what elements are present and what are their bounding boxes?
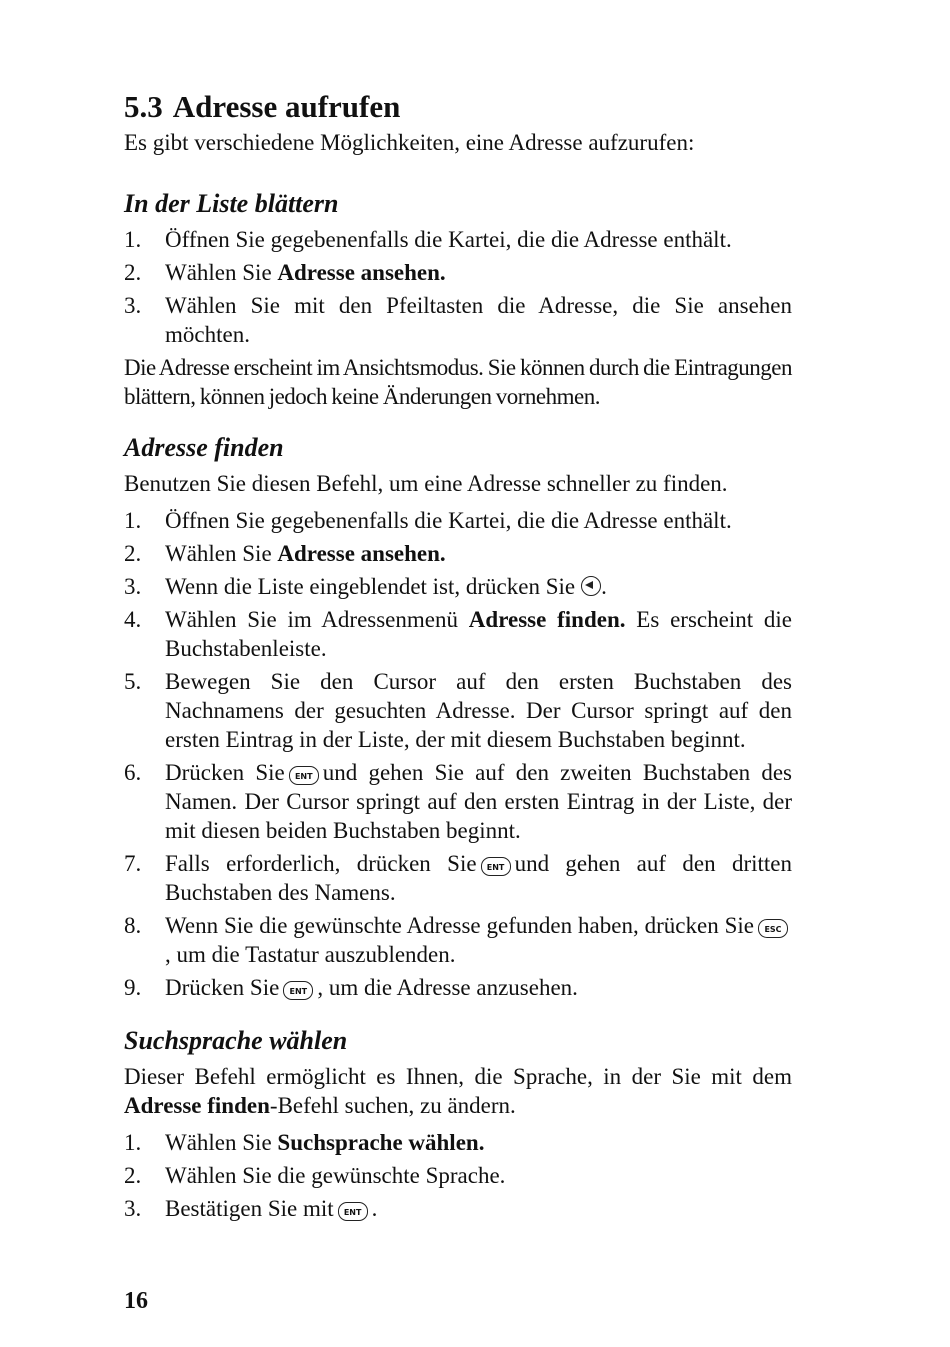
left-arrow-circle-icon bbox=[581, 576, 601, 596]
step-text-pre: Drücken Sie bbox=[165, 760, 285, 785]
enter-key-icon: ENT bbox=[283, 981, 313, 1000]
step-text: Wählen Sie mit den Pfeiltasten die Adresse, die Sie ansehen möchten. bbox=[165, 293, 792, 347]
intro-text-post: -Befehl suchen, zu ändern. bbox=[269, 1093, 516, 1118]
command-name: Adresse finden bbox=[124, 1093, 270, 1118]
steps-language bbox=[124, 1128, 792, 1223]
find-intro: Benutzen Sie diesen Befehl, um eine Adresse schneller zu finden. bbox=[124, 471, 728, 496]
step-text-pre: Bestätigen Sie mit bbox=[165, 1196, 334, 1221]
list-item bbox=[124, 667, 792, 754]
list-item bbox=[124, 605, 792, 663]
step-text-pre: Wählen Sie im Adressenmenü bbox=[165, 607, 469, 632]
step-text bbox=[165, 849, 792, 907]
step-text bbox=[165, 911, 792, 969]
browse-note: Die Adresse erscheint im Ansichtsmodus. Sie können durch die Eintragungen blättern, können jedoch keine Änderungen vornehmen. bbox=[124, 355, 792, 409]
command-name: Suchsprache wählen. bbox=[277, 1130, 485, 1155]
enter-key-icon: ENT bbox=[289, 766, 319, 785]
step-number: 5. bbox=[124, 669, 142, 694]
command-name: Adresse ansehen. bbox=[277, 541, 446, 566]
step-number: 1. bbox=[124, 508, 142, 533]
step-text-pre: Wählen Sie bbox=[165, 260, 278, 285]
step-number: 6. bbox=[124, 760, 142, 785]
enter-key-icon: ENT bbox=[338, 1202, 368, 1221]
step-number: 1. bbox=[124, 227, 142, 252]
step-number: 4. bbox=[124, 607, 142, 632]
step-text-pre: Falls erforderlich, drücken Sie bbox=[165, 851, 477, 876]
step-number: 7. bbox=[124, 851, 142, 876]
step-text bbox=[165, 973, 792, 1002]
step-number: 1. bbox=[124, 1130, 142, 1155]
step-number: 3. bbox=[124, 1196, 142, 1221]
step-text-post: und gehen Sie auf den zweiten Buchstaben des Namen. Der Cursor springt auf den ersten Eintrag in der Liste, der mit diesen beiden Buchstaben beginnt. bbox=[165, 760, 792, 843]
list-item bbox=[124, 225, 792, 254]
enter-key-icon: ENT bbox=[481, 857, 511, 876]
step-text-post: , um die Tastatur auszublenden. bbox=[165, 942, 456, 967]
step-text: Öffnen Sie gegebenenfalls die Kartei, die die Adresse enthält. bbox=[165, 227, 732, 252]
step-text bbox=[165, 1194, 792, 1223]
step-text bbox=[165, 572, 792, 601]
section-title-language: Suchsprache wählen bbox=[124, 1026, 348, 1055]
section-title-find: Adresse finden bbox=[124, 433, 284, 462]
list-item bbox=[124, 506, 792, 535]
page-content bbox=[124, 86, 792, 1227]
list-item bbox=[124, 758, 792, 845]
step-number: 9. bbox=[124, 975, 142, 1000]
language-intro bbox=[124, 1062, 792, 1120]
step-number: 2. bbox=[124, 260, 142, 285]
list-item bbox=[124, 849, 792, 907]
section-title-browse: In der Liste blättern bbox=[124, 189, 339, 218]
step-text-pre: Wenn Sie die gewünschte Adresse gefunden haben, drücken Sie bbox=[165, 913, 754, 938]
intro-text: Es gibt verschiedene Möglichkeiten, eine Adresse aufzurufen: bbox=[124, 130, 695, 155]
step-text bbox=[165, 758, 792, 845]
command-name: Adresse finden. bbox=[468, 607, 626, 632]
step-number: 2. bbox=[124, 541, 142, 566]
command-name: Adresse ansehen. bbox=[277, 260, 446, 285]
heading-title: Adresse aufrufen bbox=[172, 89, 401, 124]
steps-browse bbox=[124, 225, 792, 349]
step-number: 8. bbox=[124, 913, 142, 938]
step-text-post: . bbox=[371, 1196, 378, 1221]
step-text-pre: Wählen Sie bbox=[165, 541, 278, 566]
step-text: Öffnen Sie gegebenenfalls die Kartei, die die Adresse enthält. bbox=[165, 508, 732, 533]
step-text bbox=[165, 1128, 792, 1157]
step-text bbox=[165, 605, 792, 663]
step-number: 3. bbox=[124, 574, 142, 599]
step-text-post: , um die Adresse anzusehen. bbox=[317, 975, 578, 1000]
list-item bbox=[124, 539, 792, 568]
list-item bbox=[124, 291, 792, 349]
step-text-post: Es erscheint die Buchstabenleiste. bbox=[165, 607, 792, 661]
list-item bbox=[124, 1128, 792, 1157]
step-text-post: . bbox=[601, 574, 607, 599]
escape-key-icon: ESC bbox=[758, 919, 788, 938]
list-item bbox=[124, 911, 792, 969]
step-text-pre: Wählen Sie bbox=[165, 1130, 278, 1155]
list-item bbox=[124, 572, 792, 601]
step-text-post: und gehen auf den dritten Buchstaben des Namens. bbox=[165, 851, 793, 905]
step-number: 3. bbox=[124, 293, 142, 318]
step-text-pre: Drücken Sie bbox=[165, 975, 280, 1000]
step-number: 2. bbox=[124, 1163, 142, 1188]
list-item bbox=[124, 1161, 792, 1190]
list-item bbox=[124, 1194, 792, 1223]
heading-number: 5.3 bbox=[124, 89, 163, 124]
intro-text-pre: Dieser Befehl ermöglicht es Ihnen, die Sprache, in der Sie mit dem bbox=[124, 1064, 792, 1089]
page-number: 16 bbox=[124, 1288, 148, 1314]
step-text: Bewegen Sie den Cursor auf den ersten Buchstaben des Nachnamens der gesuchten Adresse. Der Cursor springt auf den ersten Eintrag in der Liste, der mit diesem Buchstaben beginnt. bbox=[165, 669, 792, 752]
step-text bbox=[165, 539, 792, 568]
steps-find bbox=[124, 506, 792, 1002]
step-text: Wählen Sie die gewünschte Sprache. bbox=[165, 1163, 506, 1188]
step-text-pre: Wenn die Liste eingeblendet ist, drücken Sie bbox=[165, 574, 576, 599]
list-item bbox=[124, 258, 792, 287]
list-item bbox=[124, 973, 792, 1002]
page-heading bbox=[124, 86, 792, 128]
step-text bbox=[165, 258, 792, 287]
